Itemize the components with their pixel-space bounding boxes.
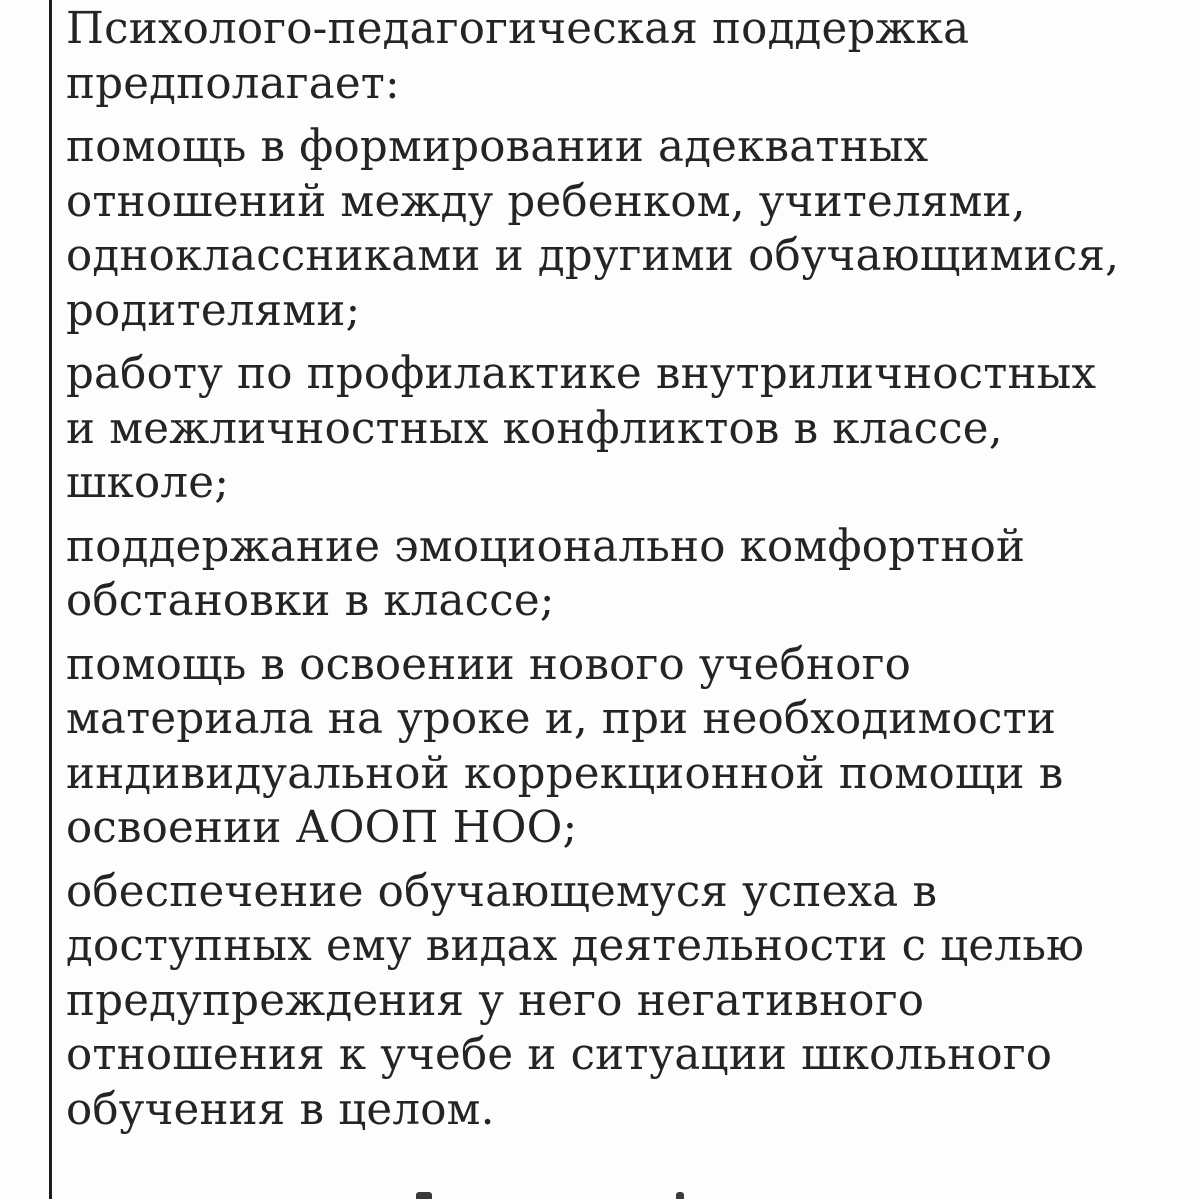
text-line: помощь в освоении нового учебного: [66, 639, 911, 690]
text-line: обучения в целом.: [66, 1084, 495, 1135]
text-line: родителями;: [66, 285, 361, 336]
text-line: предупреждения у него негативного: [66, 975, 925, 1026]
document-text: [66, 2, 1191, 1146]
paragraph-conflicts: [66, 347, 1191, 511]
text-line: обеспечение обучающемуся успеха в: [66, 866, 938, 917]
paragraph-success: [66, 865, 1191, 1138]
text-line: Психолого-педагогическая поддержка: [66, 4, 970, 54]
paragraph-relations: [66, 120, 1191, 338]
left-border-line: [49, 0, 52, 1199]
text-line: освоении АООП НОО;: [66, 803, 578, 853]
text-line: одноклассниками и другими обучающимися,: [66, 231, 1120, 281]
text-line: работу по профилактике внутриличностных: [66, 349, 1097, 399]
paragraph-learning-help: [66, 638, 1191, 856]
text-line: материала на уроке и, при необходимости: [66, 694, 1057, 744]
text-line: поддержание эмоционально комфортной: [66, 521, 1026, 572]
paragraph-intro: [66, 2, 1191, 111]
text-line: помощь в формировании адекватных: [66, 122, 929, 172]
paragraph-comfort: [66, 520, 1191, 629]
text-line: доступных ему видах деятельности с целью: [66, 921, 1085, 971]
text-line: предполагает:: [66, 58, 400, 109]
text-line: школе;: [66, 458, 230, 508]
text-line: обстановки в классе;: [66, 576, 555, 626]
text-line: индивидуальной коррекционной помощи в: [66, 748, 1064, 799]
cut-off-next-line: [66, 1192, 706, 1199]
text-line: отношений между ребенком, учителями,: [66, 176, 1026, 227]
text-line: отношения к учебе и ситуации школьного: [66, 1030, 1053, 1080]
text-line: и межличностных конфликтов в классе,: [66, 403, 1003, 454]
